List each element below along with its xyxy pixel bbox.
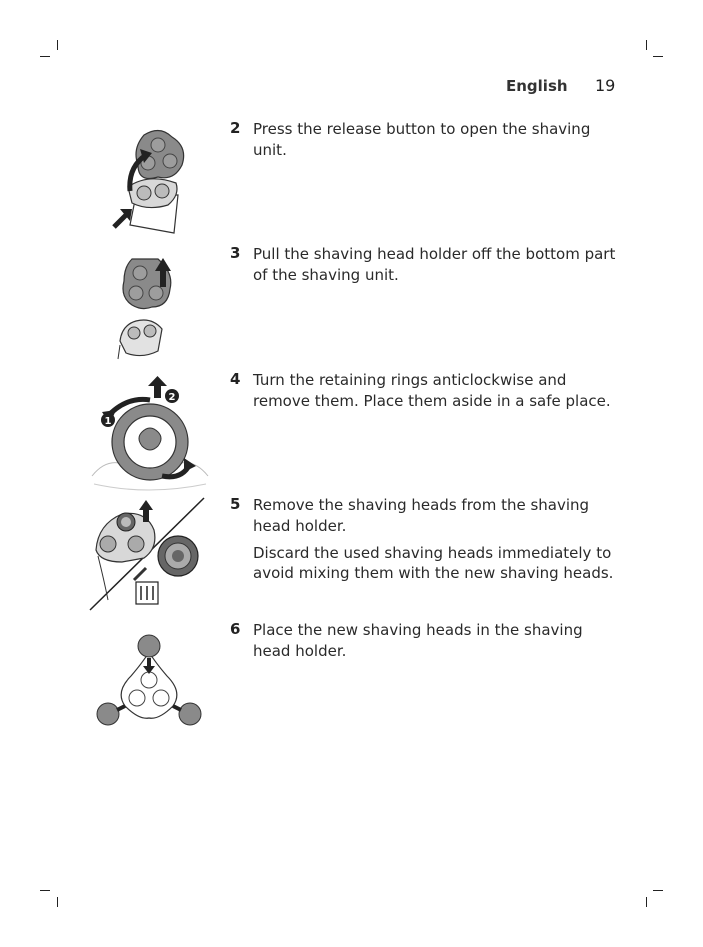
step-number: 6 bbox=[230, 620, 241, 638]
step-number: 3 bbox=[230, 244, 241, 262]
step-text: Place the new shaving heads in the shaving head holder. bbox=[253, 621, 583, 660]
header-language: English bbox=[506, 77, 568, 95]
crop-mark-top-right-h bbox=[653, 56, 663, 57]
step-text: Remove the shaving heads from the shaving head holder. bbox=[253, 496, 590, 535]
page-number: 19 bbox=[595, 76, 616, 95]
crop-mark-top-right-v bbox=[646, 40, 647, 50]
step-number: 2 bbox=[230, 119, 241, 137]
crop-mark-bottom-left-v bbox=[57, 897, 58, 907]
step-text: Turn the retaining rings anticlockwise and remove them. Place them aside in a safe place. bbox=[253, 371, 611, 410]
crop-mark-bottom-left-h bbox=[40, 890, 50, 891]
crop-mark-bottom-right-h bbox=[653, 890, 663, 891]
crop-mark-bottom-right-v bbox=[646, 897, 647, 907]
step-number: 4 bbox=[230, 370, 241, 388]
marker-2: 2 bbox=[168, 392, 176, 403]
illustration-remove-shaving-heads bbox=[88, 496, 208, 614]
illustration-pull-head-holder bbox=[112, 255, 182, 365]
crop-mark-top-left-h bbox=[40, 56, 50, 57]
crop-mark-top-left-v bbox=[57, 40, 58, 50]
illustration-open-shaving-unit bbox=[108, 125, 188, 235]
marker-1: 1 bbox=[104, 416, 112, 427]
illustration-retaining-ring bbox=[88, 376, 213, 491]
step-note: Discard the used shaving heads immediately to avoid mixing them with the new shaving heads. bbox=[253, 544, 614, 582]
illustration-place-shaving-heads bbox=[97, 632, 201, 730]
step-number: 5 bbox=[230, 495, 241, 513]
step-text: Press the release button to open the shaving unit. bbox=[253, 120, 591, 159]
step-text: Pull the shaving head holder off the bottom part of the shaving unit. bbox=[253, 245, 616, 284]
